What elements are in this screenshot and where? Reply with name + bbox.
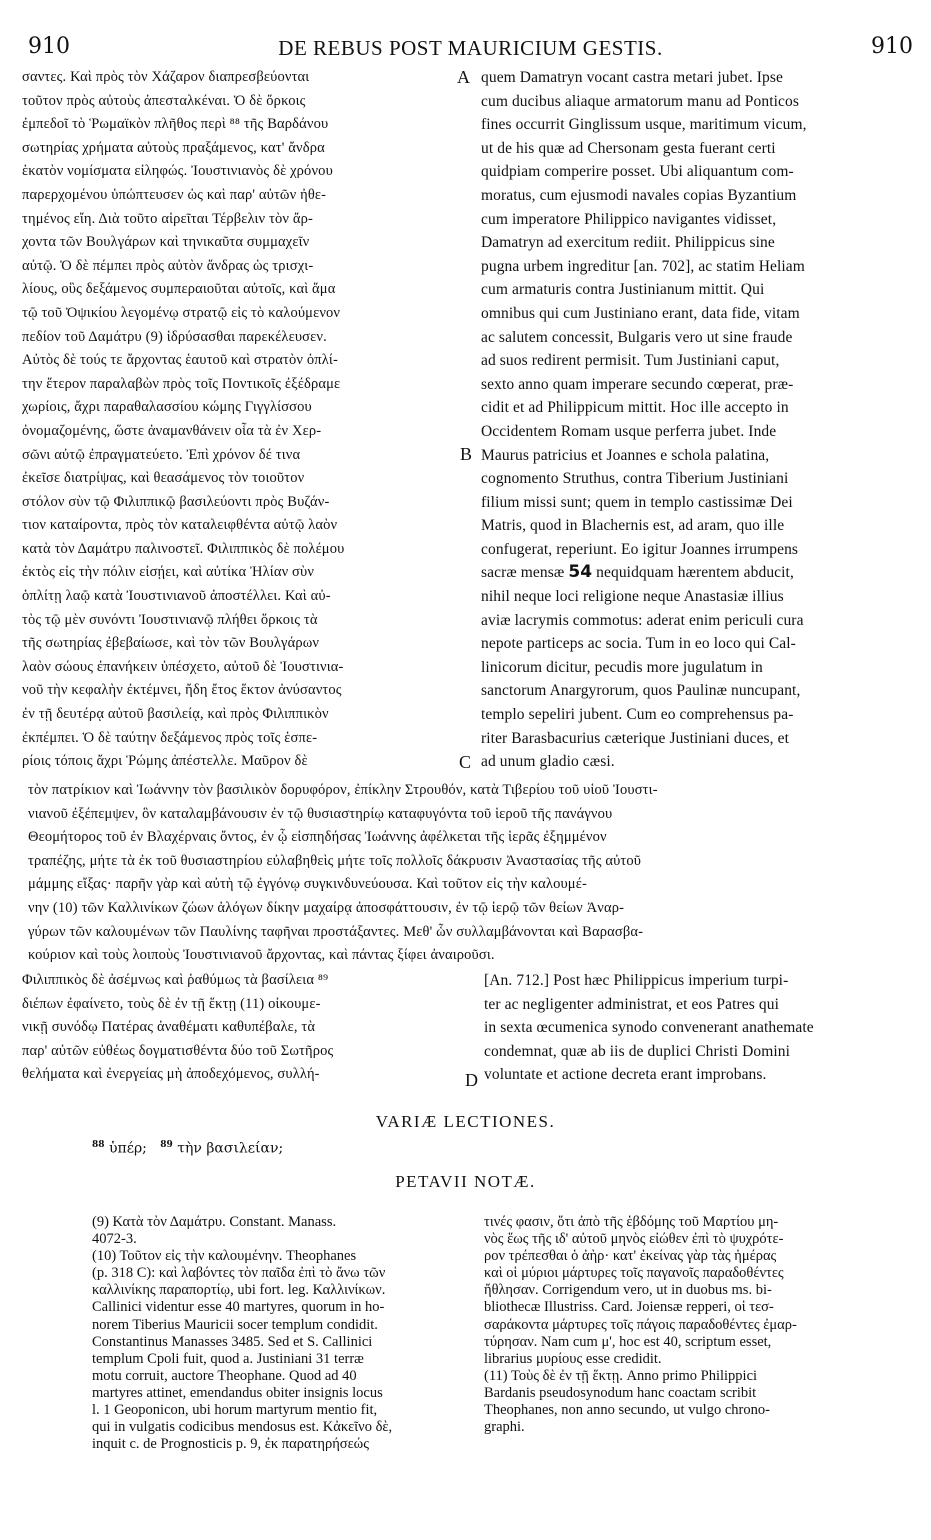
latin-text-line: fines occurrit Ginglissum usque, maritimum vicum, [481,116,807,134]
note-line: τύρησαν. Nam cum μ', hoc est 40, scriptum esset, [484,1333,772,1350]
greek-text-line: Θεομήτορος τοῦ ἐν Βλαχέρναις ὄντος, ἐν ᾧ εἰσπηδήσας Ἰωάννης ἀφέλκεται τῆς ἱερᾶς ἐξημμένον [28,829,607,846]
greek-text-line: ἐκτὸς εἰς τὴν πόλιν εἰσῄει, καὶ αὐτίκα Ἠλίαν σὺν [22,564,315,581]
note-line: motu corruit, auctore Theophane. Quod ad 40 [92,1367,357,1384]
note-line: σαράκοντα μάρτυρες τοῖς πάγοις παραδοθέντες ἐμαρ- [484,1316,797,1333]
greek-text-line: ἐκεῖσε διατρίψας, καὶ θεασάμενος τὸν τοιοῦτον [22,470,305,487]
original-page-marker: 54 [568,562,593,583]
margin-letter-d: D [465,1070,478,1090]
latin-text-line: Matris, quod in Blachernis est, ad aram, quo ille [481,517,785,535]
latin-text-line: quem Damatryn vocant castra metari jubet. Ipse [481,69,783,86]
margin-letter-b: B [460,444,473,464]
latin-text-line: condemnat, quæ ab iis de duplici Christi Domini [484,1042,791,1060]
greek-column-bottom [22,969,479,1087]
note-line: graphi. [484,1419,525,1436]
greek-text-line: μάμμης εἴξας· παρῆν γὰρ καὶ αὐτὴ τῷ ἐγγόνῳ συγκινδυνεύουσα. Καὶ τοῦτον εἰς τὴν καλουμέ- [28,876,587,893]
greek-text-line: λίους, οὓς δεξάμενος συμπεραιοῦται αὐτοῖς, καὶ ἅμα [22,281,336,298]
latin-text-line: ac salutem concessit, Bulgaris vero ut sine fraude [481,328,793,346]
greek-text-line: νικῇ συνόδῳ Πατέρας ἀναθέματι καθυπέβαλε, τὰ [22,1019,316,1036]
latin-text-line: pugna urbem ingreditur [an. 702], ac statim Heliam [481,257,805,275]
latin-text-line: cognomento Struthus, contra Tiberium Justiniani [481,470,789,488]
latin-text-line: riter Barasbacurius cæterique Justiniani duces, et [481,729,790,747]
greek-text-line: νιανοῦ ἐξέπεμψεν, ὃν καταλαμβάνουσιν ἐν τῷ θυσιαστηρίῳ καταφυγόντα τοῦ ἱεροῦ τῆς πανάγνου [28,805,613,822]
page-number-left: 910 [28,34,70,59]
variant-reading: ὑπέρ; [104,1140,147,1157]
greek-text-line: παρερχομένου ὑπώπτευσεν ὡς καὶ παρ' αὐτῶν ἠθε- [22,186,327,203]
greek-text-line: κούριον καὶ τοὺς λοιποὺς Ἰουστινιανοῦ ἄρχοντας, καὶ πάντας ξίφει ἀναιροῦσι. [28,947,495,964]
greek-full-width-block [28,779,908,968]
greek-text-line: σῶνι αὐτῷ ἐπραγματεύετο. Ἐπὶ χρόνον δέ τινα [22,446,301,463]
note-line: Bardanis pseudosynodum hanc coactam scribit [484,1384,757,1401]
latin-text-line: quidpiam comperire posset. Ubi aliquantum com- [481,163,794,181]
latin-text-fragment: nequidquam hærentem abducit, [592,564,794,582]
latin-text-line: Maurus patricius et Joannes e schola palatina, [481,446,770,464]
latin-text-line: sanctorum Anargyrorum, quos Paulinæ nuncupant, [481,682,801,700]
latin-text-line: Damatryn ad exercitum rediit. Philippicus sine [481,234,775,252]
latin-text-line [481,561,909,585]
greek-text-line: παρ' αὐτῶν εὐθέως δογματισθέντα δύο τοῦ Σωτῆρος [22,1042,334,1059]
variant-number: 89 [160,1140,173,1150]
petavii-notae-heading: PETAVII NOTÆ. [395,1172,536,1191]
greek-text-line: χοντα τῶν Βουλγάρων καὶ τηνικαῦτα συμμαχεῖν [22,234,310,251]
note-line: καλλινίκης παραπορτίῳ, ubi fort. leg. Καλλινίκων. [92,1282,386,1299]
page-number-right: 910 [871,34,913,59]
latin-column-bottom [484,969,908,1087]
latin-text-line: moratus, cum ejusmodi navales copias Byzantium [481,186,797,204]
greek-text-line: νην (10) τῶν Καλλινίκων ζώων ἀλόγων δίκην μαχαίρᾳ ἀποσφάττουσιν, ἐν τῷ ἱερῷ τῶν θείων Ἀναρ- [28,899,625,916]
latin-text-line: aviæ lacrymis commotus: aderat enim periculi cura [481,611,804,629]
note-line: Callinici videntur esse 40 martyres, quorum in ho- [92,1299,385,1316]
latin-text-line: in sexta œcumenica synodo convenerant anathemate [484,1019,814,1037]
greek-text-line: διέπων ἐφαίνετο, τοὺς δὲ ἐν τῇ ἕκτῃ (11) οἰκουμε- [22,995,321,1012]
latin-text-line: nihil neque loci religione neque Anastasiæ illius [481,588,784,606]
variae-lectiones-heading: VARIÆ LECTIONES. [375,1112,556,1131]
greek-text-line: τημένος εἴη. Διὰ τοῦτο αἱρεῖται Τέρβελιν τὸν ἄρ- [22,210,313,227]
greek-text-line: Αὐτὸς δὲ τούς τε ἄρχοντας ἑαυτοῦ καὶ στρατὸν ὁπλί- [22,352,338,369]
latin-text-line: omnibus qui cum Justiniano erant, data fide, vitam [481,304,800,322]
note-line: l. 1 Geoponicon, ubi horum martyrum mentio fit, [92,1402,378,1419]
running-head [28,34,913,62]
greek-text-line: τὸν πατρίκιον καὶ Ἰωάννην τὸν βασιλικὸν δορυφόρον, ἐπίκλην Στρουθόν, κατὰ Τιβερίου τοῦ υἱοῦ Ἰουστι- [28,782,658,798]
latin-text-line: Occidentem Romam usque perferra jubet. Inde [481,422,777,440]
note-line: ρον τρέπεσθαι ὁ ἀὴρ· κατ' ἐκείνας γὰρ τὰς ἡμέρας [484,1248,777,1265]
note-line: Theophanes, non anno secundo, ut vulgo chrono- [484,1402,770,1419]
variant-number: 88 [92,1140,105,1150]
latin-text-line: cidit et ad Philippicum mittit. Hoc ille accepto in [481,399,789,417]
latin-text-line: linicorum dicitur, pecudis more jugulatum in [481,658,763,676]
greek-text-line: τῆς σωτηρίας ἐβεβαίωσε, καὶ τὸν τῶν Βουλγάρων [22,635,320,652]
latin-text-line: cum ducibus aliaque armatorum manu ad Ponticos [481,92,799,110]
latin-text-line: sexto anno quam imperare secundo cœperat, præ- [481,375,794,393]
note-line: templum Cpoli fuit, quod a. Justiniani 31 terræ [92,1350,364,1367]
greek-text-line: αὐτῷ. Ὁ δὲ πέμπει πρὸς αὐτὸν ἄνδρας ὡς τρισχι- [22,257,314,274]
note-line: inquit c. de Prognosticis p. 9, ἐκ παρατηρήσεώς [92,1436,369,1453]
notes-column-left [92,1214,468,1453]
margin-letter-a: A [457,67,470,87]
greek-text-line: στόλον σὺν τῷ Φιλιππικῷ βασιλεύοντι πρὸς Βυζάν- [22,493,330,510]
latin-text-line: ter ac negligenter administrat, et eos Patres qui [484,995,779,1013]
greek-text-line: ἐκπέμπει. Ὁ δὲ ταύτην δεξάμενος πρὸς τοῖς ἑσπε- [22,729,318,746]
greek-text-line: Φιλιππικὸς δὲ ἀσέμνως καὶ ῥαθύμως τὰ βασίλεια ⁸⁹ [22,972,329,988]
greek-column-top [22,66,474,774]
note-line: νὸς ἕως τῆς ιδ' αὐτοῦ μηνὸς εἰώθεν ἐπὶ τὸ ψυχρότε- [484,1231,784,1248]
latin-text-line: cum imperatore Philippico navigantes vidisset, [481,210,777,228]
latin-text-line: nepote particeps ac socia. Tum in eo loco qui Cal- [481,635,796,653]
greek-text-line: τραπέζης, μήτε τὰ ἐκ τοῦ θυσιαστηρίου εὐλαβηθεὶς μήτε τοῖς πολλοῖς δάκρυσιν Ἀναστασίας τῆς αὐτοῦ [28,852,642,869]
note-line: (p. 318 C): καὶ λαβόντες τὸν παῖδα ἐπὶ τὸ ἄνω τῶν [92,1265,386,1282]
greek-text-line: ρίοις τόποις ἄχρι Ῥώμης ἀπέστελλε. Μαῦρον δὲ [22,753,308,770]
note-line: norem Tiberius Mauricii socer templum condidit. [92,1316,378,1333]
greek-text-line: σαντες. Καὶ πρὸς τὸν Χάζαρον διαπρεσβεύονται [22,69,310,85]
greek-text-line: ἐν τῇ δευτέρᾳ αὐτοῦ βασιλείᾳ, καὶ πρὸς Φιλιππικὸν [22,706,329,723]
latin-text-line: voluntate et actione decreta erant improbans. [484,1066,767,1084]
note-line: bliothecæ Illustriss. Card. Joiensæ repperi, οἱ τεσ- [484,1299,774,1316]
note-line: (11) Τοὺς δὲ ἐν τῇ ἕκτῃ. Anno primo Philippici [484,1367,758,1384]
greek-text-line: ἑκατὸν νομίσματα εἰληφώς. Ἰουστινιανὸς δὲ χρόνου [22,163,333,180]
latin-column-top [481,66,909,774]
greek-text-line: ὁπλίτῃ λαῷ κατὰ Ἰουστινιανοῦ ἀποστέλλει. Καὶ αὐ- [22,588,331,605]
variae-lectiones-line [92,1140,283,1157]
note-line: librarius μυρίους esse credidit. [484,1350,662,1367]
latin-text-line: templo sepeliri jubent. Cum eo comprehensus pa- [481,706,794,724]
margin-letter-c: C [459,752,472,772]
latin-text-line: ad unum gladio cæsi. [481,753,615,771]
greek-text-line: θελήματα καὶ ἐνεργείας μὴ ἀποδεχόμενος, συλλή- [22,1066,320,1083]
note-line: (9) Κατὰ τὸν Δαμάτρυ. Constant. Manass. [92,1214,337,1230]
greek-text-line: ἐμπεδοῖ τὸ Ῥωμαϊκὸν πλῆθος περὶ ⁸⁸ τῆς Βαρδάνου [22,116,329,133]
greek-text-line: νοῦ τὴν κεφαλὴν ἐκτέμνει, ἤδη ἔτος ἕκτον ἀνύσαντος [22,682,342,699]
variant-reading: τὴν βασιλείαν; [172,1140,284,1157]
greek-text-line: λαὸν σώους ἐπανήκειν ὑπέσχετο, αὐτοῦ δὲ Ἰουστινια- [22,658,344,675]
note-line: Constantinus Manasses 3485. Sed et S. Callinici [92,1333,373,1350]
note-line: (10) Τοῦτον εἰς τὴν καλουμένην. Theophanes [92,1248,357,1265]
page-title: DE REBUS POST MAURICIUM GESTIS. [278,36,663,60]
latin-text-line: ut de his quæ ad Chersonam gesta fuerant certi [481,139,776,157]
greek-text-line: πεδίον τοῦ Δαμάτρυ (9) ἱδρύσασθαι παρεκέλευσεν. [22,328,327,345]
latin-text-line: ad suos redirent permisit. Tum Justiniani caput, [481,352,780,370]
greek-text-line: τιον καταίροντα, πρὸς τὸν καταλειφθέντα αὐτῷ λαὸν [22,517,338,534]
latin-text-line: filium missi sunt; quem in templo castissimæ Dei [481,493,793,511]
note-line: martyres attinet, emendandus obiter insignis locus [92,1384,383,1401]
greek-text-line: τὸς τῷ μὲν συνόντι Ἰουστινιανῷ πλήθει ὅρκοις τὰ [22,611,318,628]
note-line: 4072-3. [92,1231,137,1248]
latin-text-line: [An. 712.] Post hæc Philippicus imperium turpi- [484,972,789,989]
latin-text-fragment: sacræ mensæ [481,564,565,582]
latin-text-line: confugerat, reperiunt. Eo igitur Joannes irrumpens [481,540,799,558]
greek-text-line: γύρων τῶν καλουμένων τῶν Παυλίνης ταφῆναι προστάξαντες. Μεθ' ὧν συλλαμβάνονται καὶ Βαρασβα- [28,923,644,940]
note-line: qui in vulgatis codicibus mendosus est. Κἀκεῖνο δὲ, [92,1419,393,1436]
greek-text-line: χωρίοις, ἄχρι παραθαλασσίου κώμης Γιγγλίσσου [22,399,312,416]
greek-text-line: την ἕτερον παραλαβὼν πρὸς τοῖς Ποντικοῖς ἐξέδραμε [22,375,341,392]
note-line: ἤθλησαν. Corrigendum vero, ut in duobus ms. bi- [484,1282,772,1299]
note-line: τινές φασιν, ὅτι ἀπὸ τῆς ἑβδόμης τοῦ Μαρτίου μη- [484,1214,779,1230]
notes-column-right [484,1214,908,1436]
note-line: καὶ οἱ μύριοι μάρτυρες τοῖς παγανοῖς παραδοθέντες [484,1265,784,1282]
greek-text-line: κατὰ τὸν Δαμάτρυ παλινοστεῖ. Φιλιππικὸς δὲ πολέμου [22,540,345,557]
latin-text-line: cum armaturis contra Justinianum mittit. Qui [481,281,765,299]
greek-text-line: τῷ τοῦ Ὀψικίου λεγομένῳ στρατῷ εἰς τὸ καλούμενον [22,304,341,321]
greek-text-line: τοῦτον πρὸς αὐτοὺς ἀπεσταλκέναι. Ὁ δὲ ὅρκοις [22,92,306,109]
greek-text-line: σωτηρίας χρήματα αὐτοὺς πραξάμενος, κατ' ἄνδρα [22,139,325,156]
greek-text-line: ὀνομαζομένης, ὥστε ἀναμανθάνειν οἷα τὰ ἐν Χερ- [22,422,322,439]
